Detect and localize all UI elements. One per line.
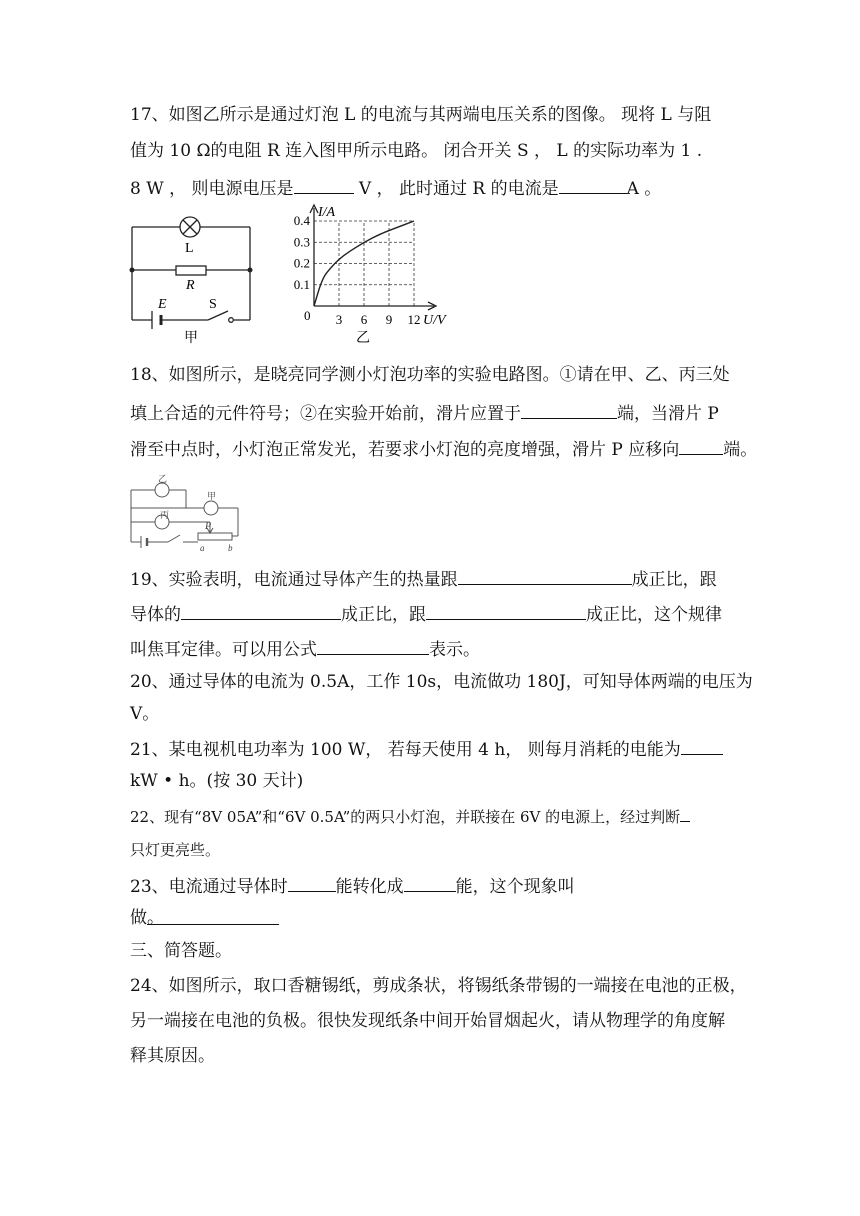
q24-line-1: 24、如图所示，取口香糖锡纸，剪成条状，将锡纸条带锡的一端接在电池的正极， [130,976,747,996]
q19-blank-2[interactable] [181,601,341,620]
x-tick-label: 6 [360,312,368,327]
x-tick-label: 9 [385,312,393,327]
q17-line-2: 值为 10 Ω的电阻 R 连入图甲所示电路。 闭合开关 S ， L 的实际功率为 1 . [130,141,703,161]
q18-label-b: b [228,543,233,553]
q17-iu-graph [286,200,456,350]
q18-circuit-diagram [126,474,250,556]
q20-line-2: V。 [130,704,160,724]
graph-xlabel: U/V [423,313,446,328]
q18-label-p: P [205,521,212,532]
q19-blank-1[interactable] [458,566,632,585]
y-tick-label: 0.4 [293,213,310,228]
q23-line-1: 23、电流通过导体时 能转化成 能，这个现象叫 [130,873,575,899]
graph-caption-yi: 乙 [356,331,370,346]
q18-line-1: 18、如图所示，是晓亮同学测小灯泡功率的实验电路图。①请在甲、乙、丙三处 [130,365,730,385]
q19-blank-formula[interactable] [317,636,429,655]
section-3-title: 三、简答题。 [130,941,232,961]
q17-label-E: E [158,297,167,312]
q20-line-1: 20、通过导体的电流为 0.5A，工作 10s，电流做功 180J，可知导体两端的电压为 [130,672,753,692]
q17-blank-current[interactable] [559,175,627,194]
q17-label-S: S [209,297,217,312]
x-tick-label: 12 [407,312,421,327]
q18-label-a: a [200,543,205,553]
q18-blank-direction[interactable] [679,436,723,455]
q17-line-1: 17、如图乙所示是通过灯泡 L 的电流与其两端电压关系的图像。 现将 L 与阻 [130,105,712,125]
q18-label-yi: 乙 [158,474,168,484]
y-tick-label: 0.2 [293,255,310,271]
q22-line-1: 22、现有“8V 05A”和“6V 0.5A”的两只小灯泡，并联接在 6V 的电源上，经过判断 [130,805,690,829]
q22-line-2: 只灯更亮些。 [130,841,221,859]
q18-label-bing: 丙 [160,510,170,520]
q24-line-3: 释其原因。 [130,1046,215,1066]
q17-circuit-diagram [124,208,264,346]
q23-blank-1[interactable] [288,873,336,892]
q22-blank[interactable] [680,806,690,822]
q19-line-2: 导体的 成正比，跟 成正比，这个规律 [130,601,722,627]
q18-line-2: 填上合适的元件符号；②在实验开始前，滑片应置于 端，当滑片 P [130,400,719,426]
q19-blank-3[interactable] [426,601,586,620]
q19-line-1: 19、实验表明，电流通过导体产生的热量跟 成正比，跟 [130,566,717,592]
q21-line-1: 21、某电视机电功率为 100 W， 若每天使用 4 h， 则每月消耗的电能为 [130,736,723,762]
q17-line-3: 8 W ， 则电源电压是 V ， 此时通过 R 的电流是 A 。 [130,175,661,201]
q18-line-3: 滑至中点时，小灯泡正常发光，若要求小灯泡的亮度增强，滑片 P 应移向 端。 [130,436,757,462]
y-tick-label: 0.1 [293,276,310,292]
q21-blank-energy[interactable] [681,736,723,755]
q18-blank-start-end[interactable] [521,400,617,419]
y-tick-label: 0.3 [293,234,310,250]
q17-blank-voltage[interactable] [294,175,354,194]
graph-origin: 0 [304,308,311,323]
q17-label-L: L [185,241,194,256]
q17-label-R: R [186,278,195,293]
q24-line-2: 另一端接在电池的负极。很快发现纸条中间开始冒烟起火，请从物理学的角度解 [130,1011,725,1031]
q17-caption-jia: 甲 [184,331,198,346]
q19-line-3: 叫焦耳定律。可以用公式 表示。 [130,636,480,662]
q21-line-2: kW • h。(按 30 天计) [130,771,304,791]
q23-blank-3[interactable]: 。 [147,906,279,925]
q23-line-2: 做。 [130,906,279,930]
x-tick-label: 3 [335,312,343,327]
q18-label-jia: 甲 [207,491,217,501]
graph-ylabel: I/A [318,205,336,220]
q23-blank-2[interactable] [404,873,456,892]
